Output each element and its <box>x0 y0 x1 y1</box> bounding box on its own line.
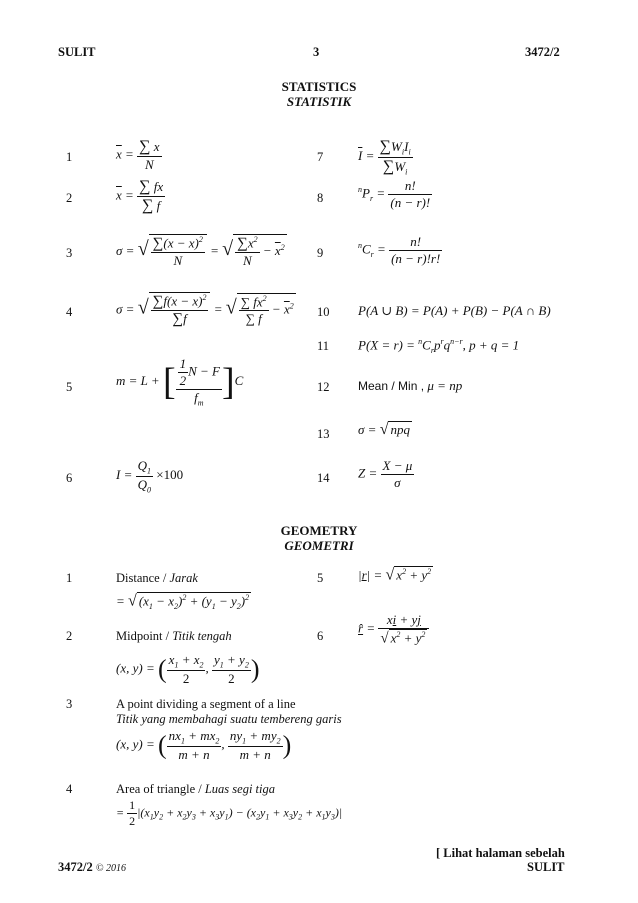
header-right: 3472/2 <box>525 45 560 59</box>
divide-label: A point dividing a segment of a line <box>116 697 296 711</box>
formula-divide: (x, y) = ( $\frac{nx_1 + mx_2}{m + n}$ , $\frac{ny_1 + my_2}{m + n}$ ) <box>116 728 292 762</box>
formula-permutation: $^nP_r$ = $\frac{n!}{(n - r)!}$ <box>358 178 431 210</box>
formula-number: 14 <box>317 471 330 485</box>
formula-number: 8 <box>317 191 324 205</box>
formula-mean-grouped: $\overline{x}$ = $\frac{\sum fx}{\sum f}$ <box>116 178 164 214</box>
formula-number: 10 <box>317 305 330 319</box>
formula-number: 13 <box>317 427 330 441</box>
formula-number: 9 <box>317 246 324 260</box>
footer-left: 3472/2 © 2016 <box>58 860 126 874</box>
formula-binomial-mean: Mean / Min , μ = np <box>358 378 463 393</box>
midpoint-label: Midpoint / Titik tengah <box>116 629 232 643</box>
formula-number: 11 <box>317 339 330 353</box>
formula-number: 1 <box>66 571 73 585</box>
formula-number: 3 <box>66 697 73 711</box>
footer-right: SULIT <box>527 860 565 874</box>
formula-magnitude: |r| = √ $x^2 + y^2$ <box>358 566 432 584</box>
formula-area: = $\frac{1}{2}$ $|(x_1y_2 + x_2y_3 + x_3y_1) - (x_2y_1 + x_3y_2 + x_1y_3)|$ <box>116 798 343 828</box>
header-left: SULIT <box>58 45 96 59</box>
formula-number: 2 <box>66 629 73 643</box>
formula-number: 6 <box>317 629 324 643</box>
formula-probability-union: P(A ∪ B) = P(A) + P(B) − P(A ∩ B) <box>358 303 551 318</box>
page-number: 3 <box>313 45 320 59</box>
area-label: Area of triangle / Luas segi tiga <box>116 782 276 796</box>
formula-distance: = √ $(x_1 - x_2)^2 + (y_1 - y_2)^2$ <box>116 592 250 611</box>
formula-standard-score: Z = $\frac{X - \mu}{\sigma}$ <box>358 458 413 490</box>
formula-number: 1 <box>66 150 73 164</box>
formula-number: 5 <box>66 380 73 394</box>
formula-number: 12 <box>317 380 330 394</box>
formula-composite-index: $\overline{I}$ = $\frac{\sum W_iI_i}{\sum W_i}$ <box>358 138 411 177</box>
formula-number: 4 <box>66 305 73 319</box>
formula-binomial: $P(X = r) = ^nC_rp^rq^{n-r}$, p + q = 1 <box>358 337 520 355</box>
geometry-title: GEOMETRY <box>280 523 358 538</box>
formula-number: 7 <box>317 150 324 164</box>
distance-label: Distance / Jarak <box>116 571 198 585</box>
formula-binomial-std: σ = √ npq <box>358 421 410 438</box>
geometry-subtitle: GEOMETRI <box>284 538 354 553</box>
formula-mean: $\overline{x}$ = $\frac{\sum x}{N}$ <box>116 138 160 172</box>
formula-midpoint: (x, y) = ( $\frac{x_1 + x_2}{2}$ , $\frac{y_1 + y_2}{2}$ ) <box>116 652 260 686</box>
formula-unit-vector: r̂ = $\frac{xi + yj}{√ x^2 + y^2}$ <box>358 612 429 647</box>
formula-number: 6 <box>66 471 73 485</box>
formula-number: 4 <box>66 782 73 796</box>
formula-index: I = $\frac{Q_1}{Q_0}$ ×100 <box>116 458 184 495</box>
statistics-title: STATISTICS <box>281 79 357 94</box>
formula-std-dev-grouped: σ = √ $\frac{\sum f(x - \overline{x})^2}{\sum f}$ = √ $\frac{\sum fx^2}{\sum f}$ − $\overline{x}^2$ <box>116 293 294 328</box>
formula-number: 3 <box>66 246 73 260</box>
formula-median: m = L + [ $\frac{1}{2}$ N − F $f_m$ ]C <box>116 356 244 408</box>
formula-std-dev: σ = √ $\frac{\sum(x - \overline{x})^2}{N}$ = √ $\frac{\sum x^2}{N}$ − $\overline{x}^2$ <box>116 235 285 269</box>
next-page-note: [ Lihat halaman sebelah <box>436 846 565 860</box>
statistics-subtitle: STATISTIK <box>286 94 352 109</box>
formula-number: 5 <box>317 571 324 585</box>
divide-label-my: Titik yang membahagi suatu tembereng garis <box>116 712 342 726</box>
formula-number: 2 <box>66 191 73 205</box>
formula-combination: $^nC_r$ = $\frac{n!}{(n - r)!r!}$ <box>358 234 441 266</box>
